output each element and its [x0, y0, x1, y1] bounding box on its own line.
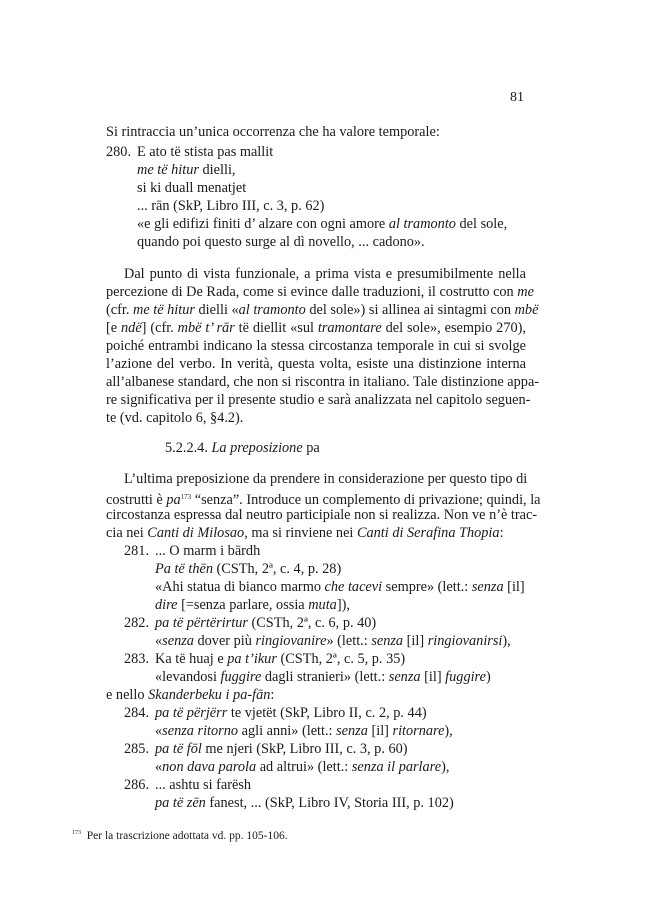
paragraph-line: circostanza espressa dal neutro participiale non si realizza. Non ve n’è trac- — [106, 507, 538, 523]
example-280-translation: quando poi questo surge al dì novello, ... cadono». — [137, 234, 425, 250]
example-284-translation: «senza ritorno agli anni» (lett.: senza [il] ritornare), — [155, 723, 453, 739]
example-285-number: 285. — [124, 741, 150, 757]
example-282-translation: «senza dover più ringiovanire» (lett.: senza [il] ringiovanirsi), — [155, 633, 511, 649]
example-283-line: Ka të huaj e pa t’ikur (CSTh, 2ª, c. 5, p. 35) — [155, 651, 406, 667]
paragraph-line: l’azione del verbo. In verità, questa volta, esiste una distinzione interna — [106, 356, 526, 372]
example-284-line: pa të përjërr te vjetët (SkP, Libro II, c. 2, p. 44) — [155, 705, 427, 721]
example-280-translation: «e gli edifizi finiti d’ alzare con ogni amore al tramonto del sole, — [137, 216, 508, 232]
paragraph-line: te (vd. capitolo 6, §4.2). — [106, 410, 244, 426]
paragraph-line: percezione di De Rada, come si evince dalle traduzioni, il costrutto con me — [106, 284, 534, 300]
example-286-number: 286. — [124, 777, 150, 793]
paragraph-line: (cfr. me të hitur dielli «al tramonto del sole») si allinea ai sintagmi con mbë — [106, 302, 539, 318]
example-286-line: pa të zēn fanest, ... (SkP, Libro IV, Storia III, p. 102) — [155, 795, 454, 811]
example-280-line: si ki duall menatjet — [137, 180, 247, 196]
footnote-marker: 173 — [72, 830, 81, 836]
example-281-line: Pa të thēn (CSTh, 2ª, c. 4, p. 28) — [155, 561, 342, 577]
page-number: 81 — [510, 90, 524, 105]
example-281-translation: «Ahi statua di bianco marmo che tacevi sempre» (lett.: senza [il] — [155, 579, 525, 595]
intro-line: Si rintraccia un’unica occorrenza che ha valore temporale: — [106, 124, 440, 140]
example-285-translation: «non dava parola ad altrui» (lett.: senza il parlare), — [155, 759, 450, 775]
footnote: $^{173}$ Per la trascrizione adottata vd. pp. 105-106. — [72, 830, 288, 842]
example-286-line: ... ashtu si farësh — [155, 777, 252, 793]
example-281-line: ... O marm i bārdh — [155, 543, 261, 559]
paragraph-line: L’ultima preposizione da prendere in considerazione per questo tipo di — [124, 471, 528, 487]
paragraph-line: poiché entrambi indicano la stessa circostanza temporale in cui si svolge — [106, 338, 526, 354]
section-heading: 5.2.2.4. La preposizione pa — [165, 440, 320, 456]
example-283-number: 283. — [124, 651, 150, 667]
paragraph-line: cia nei Canti di Milosao, ma si rinviene nei Canti di Serafina Thopia: — [106, 525, 504, 541]
example-284-number: 284. — [124, 705, 150, 721]
paragraph-line: costrutti è $pa^{173}$ “senza”. Introduce un complemento di privazione; quindi, la — [106, 492, 541, 508]
example-282-number: 282. — [124, 615, 150, 631]
example-280-line: ... rān (SkP, Libro III, c. 3, p. 62) — [137, 198, 325, 214]
example-283-translation: «levandosi fuggire dagli stranieri» (lett.: senza [il] fuggire) — [155, 669, 491, 685]
paragraph-line: all’albanese standard, che non si riscontra in italiano. Tale distinzione appa- — [106, 374, 540, 390]
example-281-translation: dire [=senza parlare, ossia muta]), — [155, 597, 350, 613]
paragraph-line: Dal punto di vista funzionale, a prima vista e presumibilmente nella — [124, 266, 526, 282]
paragraph-line: [e ndë] (cfr. mbë t’ rār të diellit «sul tramontare del sole», esempio 270), — [106, 320, 526, 336]
example-280-number: 280. — [106, 144, 132, 160]
paragraph-line: re significativa per il presente studio e sarà analizzata nel capitolo seguen- — [106, 392, 531, 408]
example-280-line: E ato të stista pas mallit — [137, 144, 274, 160]
example-281-number: 281. — [124, 543, 150, 559]
example-282-line: pa të përtërirtur (CSTh, 2ª, c. 6, p. 40) — [155, 615, 377, 631]
example-285-line: pa të fōl me njeri (SkP, Libro III, c. 3, p. 60) — [155, 741, 408, 757]
footnote-ref: 173 — [180, 493, 192, 501]
example-280-line: me të hitur dielli, — [137, 162, 236, 178]
transition-line: e nello Skanderbeku i pa-fān: — [106, 687, 275, 703]
